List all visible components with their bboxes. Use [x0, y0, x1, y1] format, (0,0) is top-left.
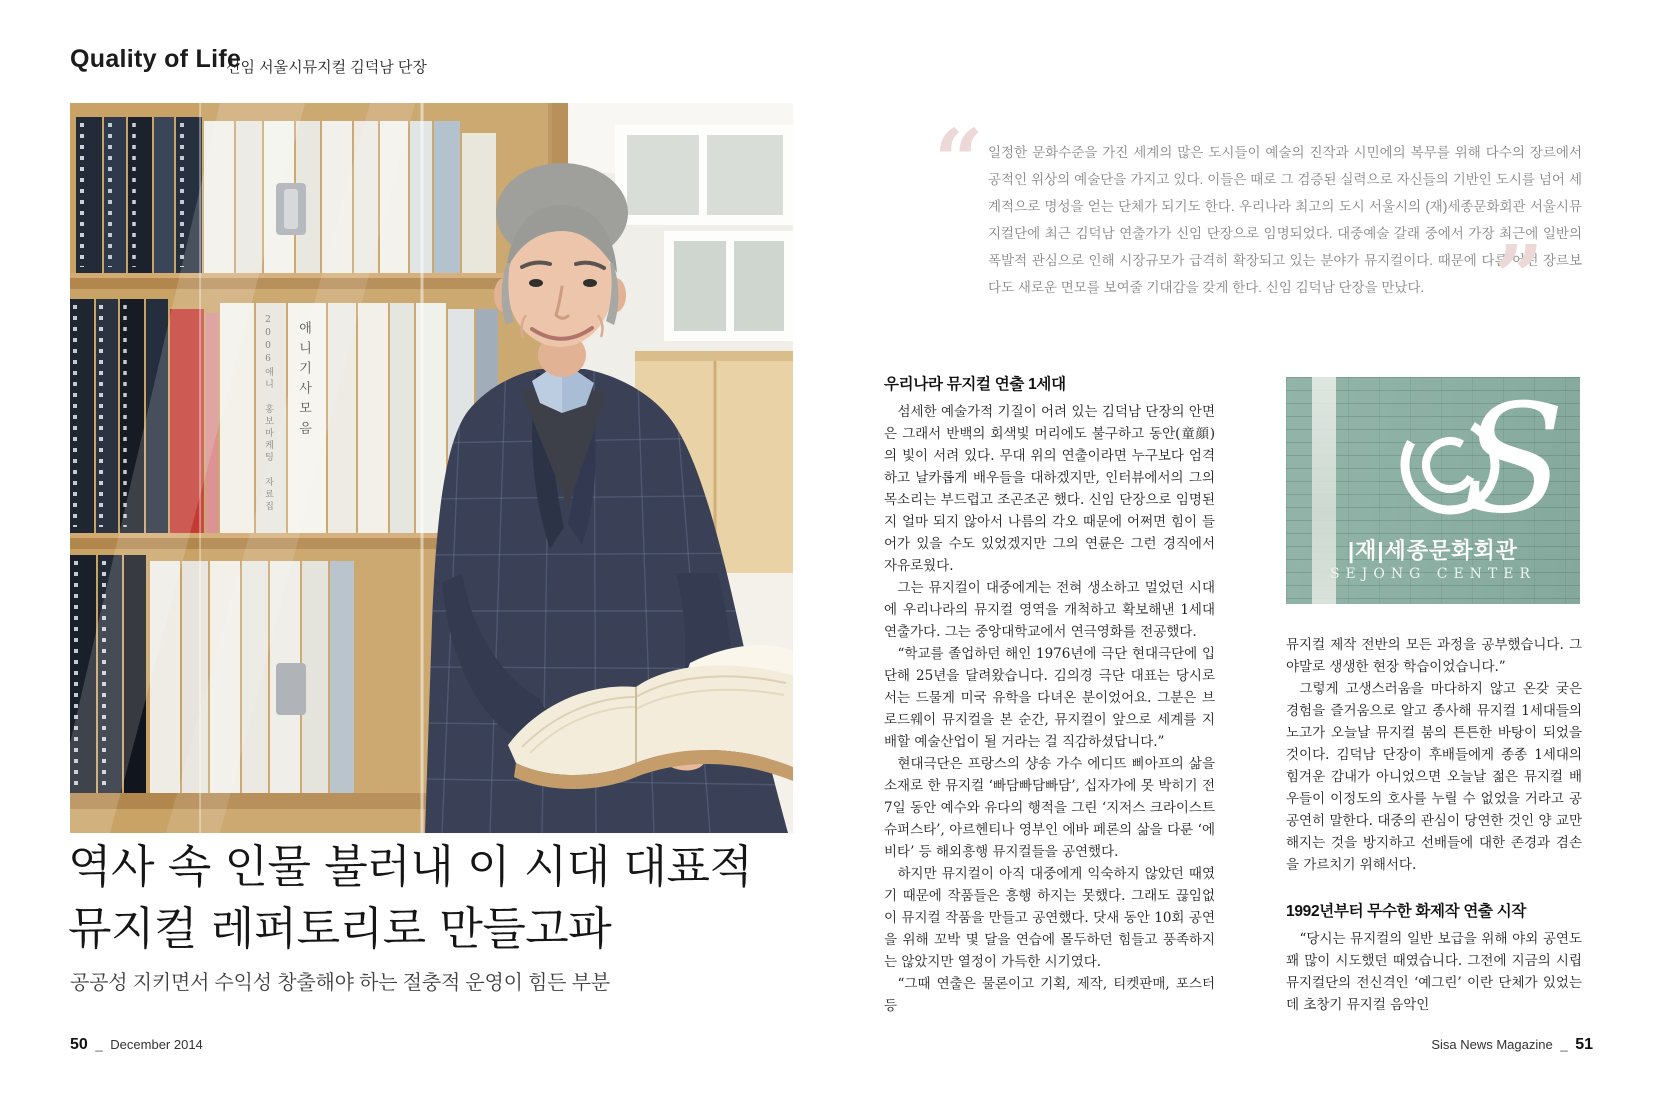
section-heading-1: 우리나라 뮤지컬 연출 1세대	[884, 376, 1066, 393]
issue-date: December 2014	[110, 1037, 203, 1052]
page-number-left: 50	[70, 1036, 88, 1053]
footer-left	[70, 1036, 203, 1054]
body-paragraph: “그때 연출은 물론이고 기획, 제작, 티켓판매, 포스터 등	[884, 976, 1215, 1014]
sejong-logo-icon	[1386, 381, 1576, 536]
sejong-caption-english: SEJONG CENTER	[1329, 566, 1537, 582]
section-title: Quality of Life	[70, 45, 242, 73]
body-paragraph: “학교를 졸업하던 해인 1976년에 극단 현대극단에 입단해 25년을 달려왔습니다. 김의경 극단 대표는 당시로서는 드물게 미국 유학을 다녀온 분이었어요. 그분은 브로드웨이 뮤지컬을 본 순간, 뮤지컬이 앞으로 세계를 지배할 예술산업이 될 거라는 걸 직감하셨답니다.”	[884, 646, 1215, 750]
article-column-2	[1286, 634, 1582, 1016]
body-paragraph: 그는 뮤지컬이 대중에게는 전혀 생소하고 멀었던 시대에 우리나라의 뮤지컬 영역을 개척하고 확보해낸 1세대 연출가다. 그는 중앙대학교에서 연극영화를 전공했다.	[884, 580, 1215, 640]
headline-line-2: 뮤지컬 레퍼토리로 만들고파	[68, 902, 612, 955]
footer-right	[1280, 1036, 1593, 1054]
headline-line-1: 역사 속 인물 불러내 이 시대 대표적	[68, 840, 753, 893]
section-heading-2: 1992년부터 무수한 화제작 연출 시작	[1286, 903, 1527, 920]
interview-photo	[70, 103, 793, 833]
body-paragraph: 하지만 뮤지컬이 아직 대중에게 익숙하지 않았던 때였기 때문에 작품들은 흥행 하지는 못했다. 그래도 끊임없이 뮤지컬 작품을 만들고 공연했다. 닷새 동안 10회 공연을 위해 꼬박 몇 달을 연습에 몰두하던 힘들고 풍족하지는 않았지만 열정이 가득한 시기였다.	[884, 866, 1215, 970]
footer-separator: _	[1560, 1037, 1568, 1052]
magazine-name: Sisa News Magazine	[1431, 1037, 1553, 1052]
open-quote-icon: “	[934, 111, 984, 212]
body-paragraph: 뮤지컬 제작 전반의 모든 과정을 공부했습니다. 그야말로 생생한 현장 학습이었습니다.”	[1286, 637, 1582, 675]
body-paragraph: 그렇게 고생스러움을 마다하지 않고 온갖 궂은 경험을 즐거움으로 알고 종사해 뮤지컬 1세대들의 노고가 오늘날 뮤지컬 붐의 튼튼한 바탕이 되었을 것이다. 김덕남 단장이 후배들에게 종종 1세대의 힘겨운 감내가 아니었으면 오늘날 젊은 뮤지컬 배우들이 이정도의 호사를 누릴 수 없었을 거라고 공공연히 말한다. 대중의 관심이 당연한 것인 양 교만해지는 것을 방지하고 선배들에 대한 존경과 겸손을 가르치기 위해서다.	[1286, 681, 1582, 873]
sejong-center-photo	[1286, 377, 1580, 604]
body-paragraph: 현대극단은 프랑스의 샹송 가수 에디뜨 삐아프의 삶을 소재로 한 뮤지컬 ‘빠담빠담빠담’, 십자가에 못 박히기 전 7일 동안 예수와 유다의 행적을 그린 ‘지저스 크라이스트 슈퍼스타’, 아르헨티나 영부인 에바 페론의 삶을 다룬 ‘에비타’ 등 해외흥행 뮤지컬들을 공연했다.	[884, 756, 1215, 860]
book-spine-label: 애니기사모음	[296, 321, 311, 441]
pull-quote-text: 일정한 문화수준을 가진 세계의 많은 도시들이 예술의 진작과 시민에의 복무를 위해 다수의 장르에서 공적인 위상의 예술단을 가지고 있다. 이들은 때로 그 검증된 실력으로 자신들의 기반인 도시를 넘어 세계적으로 명성을 얻는 단체가 되기도 한다. 우리나라 최고의 도시 서울시의 (재)세종문화회관 서울시뮤지컬단에 최근 김덕남 연출가가 신임 단장으로 임명되었다. 대중예술 갈래 중에서 가장 최근에 일반의 폭발적 관심으로 인해 시장규모가 급격히 확장되고 있는 분야가 뮤지컬이다. 때문에 다른 어떤 장르보다도 새로운 면모를 보여줄 기대감을 갖게 한다. 신임 김덕남 단장을 만났다.	[988, 145, 1582, 295]
page-number-right: 51	[1575, 1036, 1593, 1053]
article-column-1	[884, 372, 1215, 1017]
sejong-logo-letter: S	[1462, 381, 1565, 536]
article-kicker: 신임 서울시뮤지컬 김덕남 단장	[226, 59, 427, 76]
body-paragraph: “당시는 뮤지컬의 일반 보급을 위해 야외 공연도 꽤 많이 시도했던 때였습니다. 그전에 지금의 시립뮤지컬단의 전신격인 ‘예그린’ 이란 단체가 있었는데 초창기 뮤지컬 음악인	[1286, 931, 1582, 1013]
sejong-caption-korean: |재|세종문화회관	[1347, 538, 1519, 563]
close-quote-icon: ”	[1494, 227, 1544, 328]
book-spine-label: 2006애니 홍보마케팅 자료집	[263, 315, 273, 513]
footer-separator: _	[95, 1037, 103, 1052]
article-headline	[68, 836, 768, 960]
interview-photo-illustration	[70, 103, 793, 833]
body-paragraph: 섬세한 예술가적 기질이 어려 있는 김덕남 단장의 안면은 그래서 반백의 회색빛 머리에도 불구하고 동안(童顔)의 빛이 서려 있다. 무대 위의 연출이라면 누구보다 엄격하고 날카롭게 배우들을 대하겠지만, 인터뷰에서의 그의 목소리는 부드럽고 조곤조곤 했다. 신임 단장으로 임명된지 얼마 되지 않아서 나름의 각오 때문에 어쩌면 힘이 들어가 있을 수도 있었겠지만 그의 연륜은 그런 경직에서 자유로웠다.	[884, 404, 1215, 574]
article-deck: 공공성 지키면서 수익성 창출해야 하는 절충적 운영이 힘든 부분	[70, 972, 610, 994]
